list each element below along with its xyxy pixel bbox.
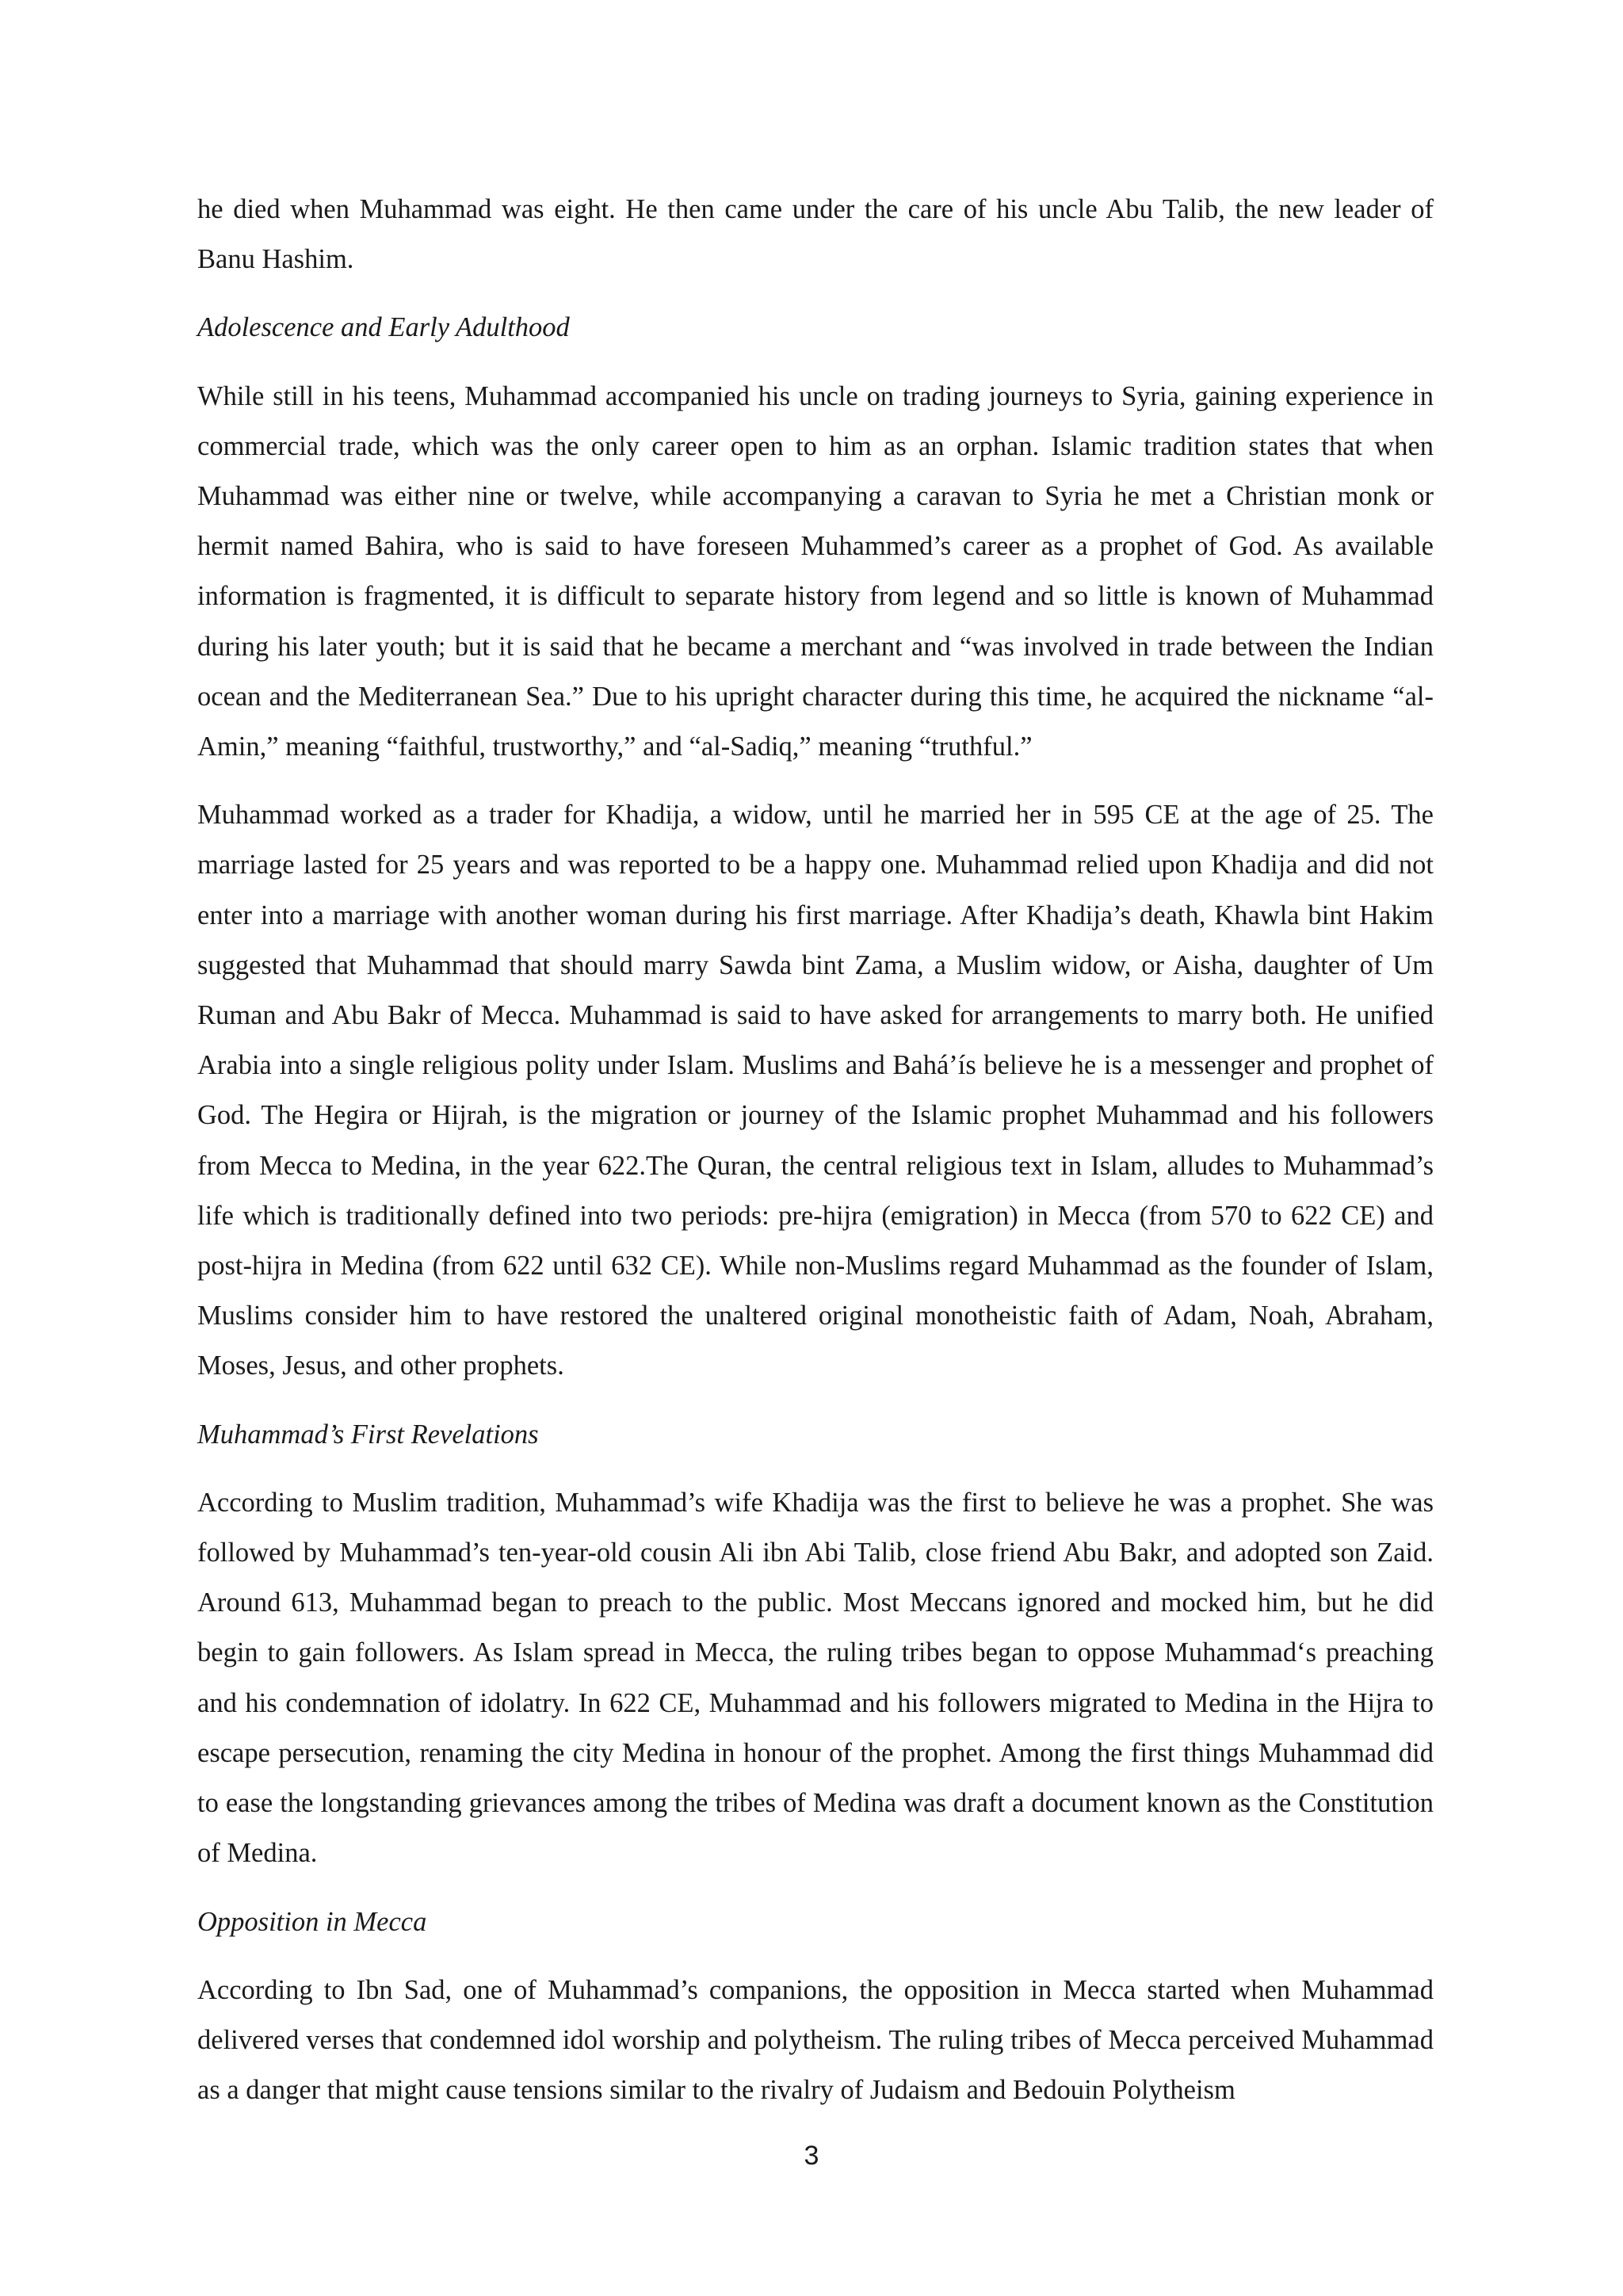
body-paragraph: he died when Muhammad was eight. He then came under the care of his uncle Abu Talib, the new leader of Banu Hashim. <box>197 194 1434 275</box>
body-paragraph: According to Muslim tradition, Muhammad’s wife Khadija was the first to believe he was a prophet. She was followed by Muhammad’s ten-year-old cousin Ali ibn Abi Talib, close friend Abu Bakr, and adopted son Zaid. Around 613, Muhammad began to preach to the public. Most Meccans ignored and mocked him, but he did begin to gain followers. As Islam spread in Mecca, the ruling tribes began to oppose Muhammad‘s preaching and his condemnation of idolatry. In 622 CE, Muhammad and his followers migrated to Medina in the Hijra to escape persecution, renaming the city Medina in honour of the prophet. Among the first things Muhammad did to ease the longstanding grievances among the tribes of Medina was draft a document known as the Constitution of Medina. <box>197 1487 1434 1869</box>
body-paragraph: Muhammad worked as a trader for Khadija, a widow, until he married her in 595 CE at the age of 25. The marriage lasted for 25 years and was reported to be a happy one. Muhammad relied upon Khadija and did not enter into a marriage with another woman during his first marriage. After Khadija’s death, Khawla bint Hakim suggested that Muhammad that should marry Sawda bint Zama, a Muslim widow, or Aisha, daughter of Um Ruman and Abu Bakr of Mecca. Muhammad is said to have asked for arrangements to marry both. He unified Arabia into a single religious polity under Islam. Muslims and Bahá’ís believe he is a messenger and prophet of God. The Hegira or Hijrah, is the migration or journey of the Islamic prophet Muhammad and his followers from Mecca to Medina, in the year 622.The Quran, the central religious text in Islam, alludes to Muhammad’s life which is traditionally defined into two periods: pre-hijra (emigration) in Mecca (from 570 to 622 CE) and post-hijra in Medina (from 622 until 632 CE). While non-Muslims regard Muhammad as the founder of Islam, Muslims consider him to have restored the unaltered original monotheistic faith of Adam, Noah, Abraham, Moses, Jesus, and other prophets. <box>197 800 1434 1381</box>
section-heading: Adolescence and Early Adulthood <box>197 312 570 343</box>
page-body <box>197 185 1434 2134</box>
body-paragraph: According to Ibn Sad, one of Muhammad’s companions, the opposition in Mecca started when Muhammad delivered verses that condemned idol worship and polytheism. The ruling tribes of Mecca perceived Muhammad as a danger that might cause tensions similar to the rivalry of Judaism and Bedouin Polytheism <box>197 1974 1434 2106</box>
page-number: 3 <box>804 2141 819 2171</box>
body-paragraph: While still in his teens, Muhammad accompanied his uncle on trading journeys to Syria, gaining experience in commercial trade, which was the only career open to him as an orphan. Islamic tradition states that when Muhammad was either nine or twelve, while accompanying a caravan to Syria he met a Christian monk or hermit named Bahira, who is said to have foreseen Muhammed’s career as a prophet of God. As available information is fragmented, it is difficult to separate history from legend and so little is known of Muhammad during his later youth; but it is said that he became a merchant and “was involved in trade between the Indian ocean and the Mediterranean Sea.” Due to his upright character during this time, he acquired the nickname “al-Amin,” meaning “faithful, trustworthy,” and “al-Sadiq,” meaning “truthful.” <box>197 380 1434 762</box>
section-heading: Opposition in Mecca <box>197 1906 427 1937</box>
section-heading: Muhammad’s First Revelations <box>197 1419 539 1450</box>
